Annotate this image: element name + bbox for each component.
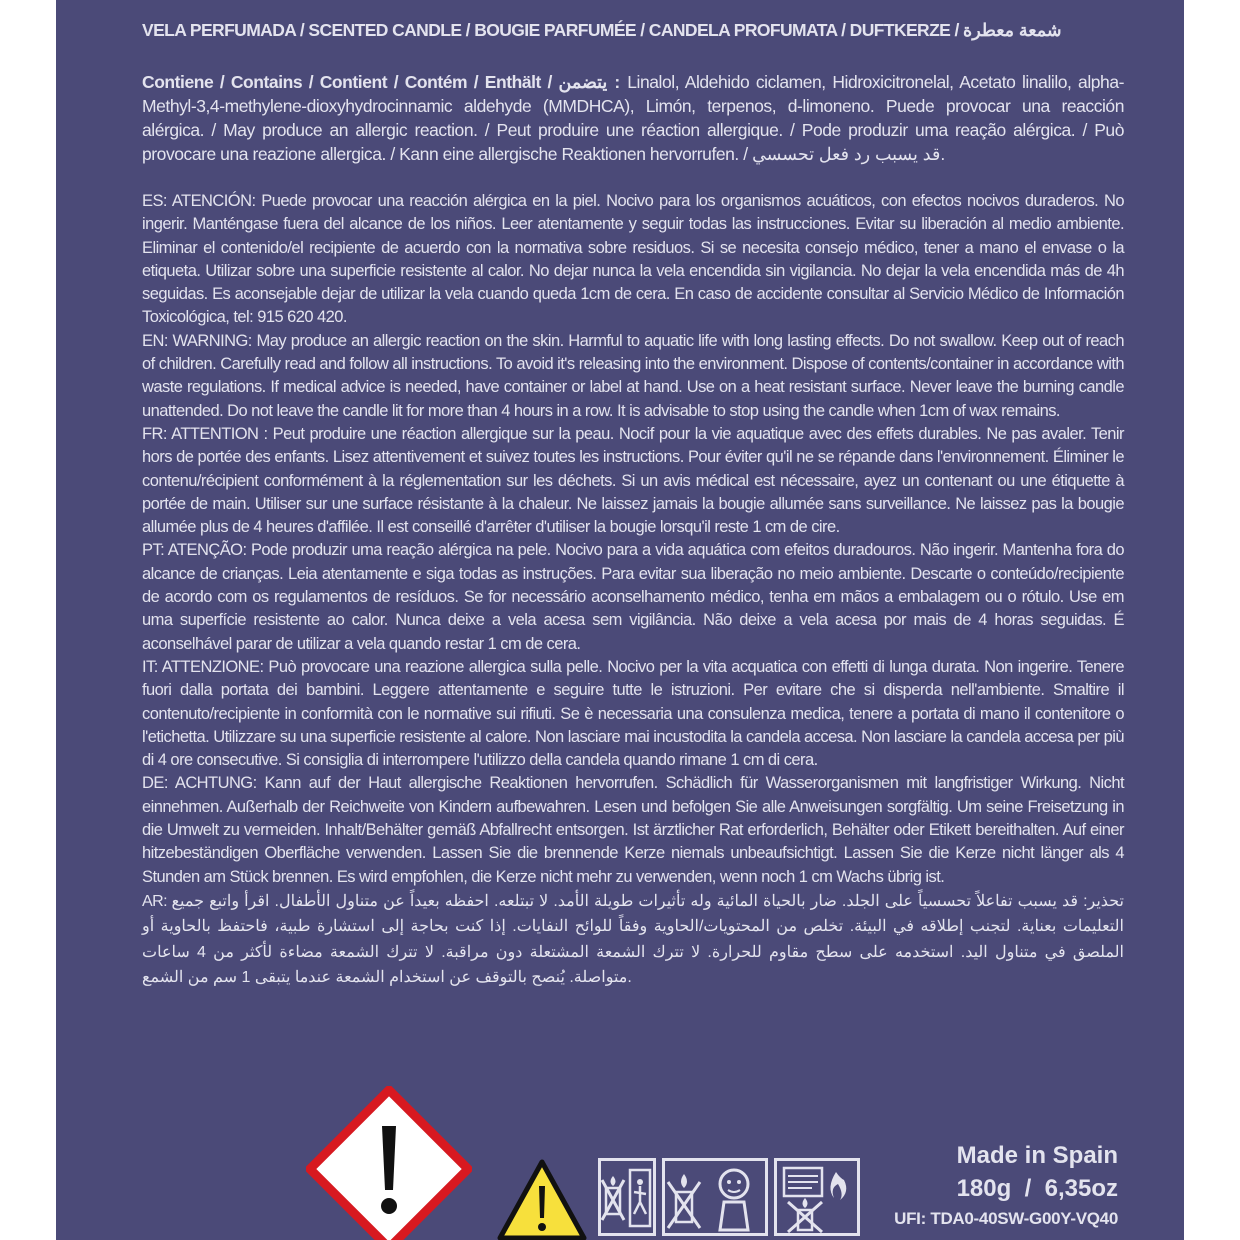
warnings-block xyxy=(142,190,1124,991)
candle-keep-away-from-children-icon xyxy=(662,1158,768,1236)
general-warning-triangle-icon xyxy=(496,1158,588,1240)
warning-es: ES: ATENCIÓN: Puede provocar una reacción alérgica en la piel. Nocivo para los organismos acuáticos, con efectos nocivos duraderos. No ingerir. Manténgase fuera del alcance de los niños. Leer atentamente y seguir todas las instrucciones. Evitar su liberación al medio ambiente. Eliminar el contenido/el recipiente de acuerdo con la normativa sobre residuos. Si se necesita consejo médico, tener a mano el envase o la etiqueta. Utilizar sobre una superficie resistente al calor. No dejar nunca la vela encendida sin vigilancia. No dejar la vela encendida más de 4h seguidas. Es aconsejable dejar de utilizar la vela cuando queda 1cm de cera. En caso de accidente consultar al Servicio Médico de Información Toxicológica, tel: 915 620 420. xyxy=(142,192,1124,327)
candle-away-from-door-icon xyxy=(598,1158,656,1236)
warning-de: DE: ACHTUNG: Kann auf der Haut allergische Reaktionen hervorrufen. Schädlich für Wasserorganismen mit langfristiger Wirkung. Nicht einnehmen. Außerhalb der Reichweite von Kindern aufbewahren. Lesen und befolgen Sie alle Anweisungen sorgfältig. Um seine Freisetzung in die Umwelt zu vermeiden. Inhalt/Behälter gemäß Abfallrecht entsorgen. Ist ärztlicher Rat erforderlich, Behälter oder Etikett bereithalten. Auf einer hitzebeständigen Oberfläche verwenden. Lassen Sie die brennende Kerze niemals unbeaufsichtigt. Lassen Sie die Kerze nicht länger als 4 Stunden am Stück brennen. Es wird empfohlen, die Kerze nicht mehr zu verwenden, wenn noch 1 cm Wachs übrig ist. xyxy=(142,774,1124,886)
warning-ar: AR: تحذير: قد يسبب تفاعلاً تحسسياً على الجلد. ضار بالحياة المائية وله تأثيرات طويلة الأمد. لا تبتلعه. احفظه بعيداً عن متناول الأطفال. اقرأ واتبع جميع التعليمات بعناية. لتجنب إطلاقه في البيئة. تخلص من المحتويات/الحاوية وفقاً للوائح النفايات. إذا كنت بحاجة إلى استشارة طبية، فاحتفظ بالحاوية أو الملصق في متناول اليد. استخدمه على سطح مقاوم للحرارة. لا تترك الشمعة المشتعلة دون مراقبة. لا تترك الشمعة مضاءة لأكثر من 4 ساعات متواصلة. يُنصح بالتوقف عن استخدام الشمعة عندما يتبقى 1 سم من الشمع. xyxy=(142,892,1124,987)
contains-body: Linalol, Aldehido ciclamen, Hidroxicitronelal, Acetato linalilo, alpha-Methyl-3,4-methylene-dioxyhydrocinnamic aldehyde (MMDHCA), Limón, terpenos, d-limoneno. Puede provocar una reacción alérgica. / May produce an allergic reaction. / Peut produire une réaction allergique. / Pode produzir uma reação alérgica. / Può provocare una reazione allergica. / Kann eine allergische Reaktionen hervorrufen. / قد يسبب رد فعل تحسسي. xyxy=(142,72,1124,164)
candle-away-from-flammables-icon xyxy=(774,1158,860,1236)
warning-pt: PT: ATENÇÃO: Pode produzir uma reação alérgica na pele. Nocivo para a vida aquática com efeitos duradouros. Não ingerir. Mantenha fora do alcance de crianças. Leia atentamente e siga todas as instruções. Para evitar sua liberação no meio ambiente. Descarte o conteúdo/recipiente de acordo com os regulamentos de resíduos. Se for necessário aconselhamento médico, tenha em mãos a embalagem ou o rótulo. Use em uma superfície resistente ao calor. Nunca deixe a vela acesa sem vigilância. Não deixe a vela acesa por mais de 4 horas seguidas. É aconselhável parar de utilizar a vela quando restar 1 cm de cera. xyxy=(142,541,1124,653)
ufi-code: UFI: TDA0-40SW-G00Y-VQ40 xyxy=(894,1209,1118,1228)
warning-fr: FR: ATTENTION : Peut produire une réaction allergique sur la peau. Nocif pour la vie aquatique avec des effets durables. Ne pas avaler. Tenir hors de portée des enfants. Lisez attentivement et suivez toutes les instructions. Pour éviter qu'il ne se répande dans l'environnement. Éliminer le contenu/récipient conformément à la réglementation sur les déchets. Si un avis médical est nécessaire, ayez un contenant ou une étiquette à portée de main. Utiliser sur une surface résistante à la chaleur. Ne laissez jamais la bougie allumée sans surveillance. Ne laissez pas la bougie allumée plus de 4 heures d'affilée. Il est conseillé d'arrêter d'utiliser la bougie lorsqu'il reste 1 cm de cire. xyxy=(142,424,1124,537)
ingredients-block xyxy=(142,70,1124,166)
made-in-text: Made in Spain xyxy=(956,1142,1118,1169)
warning-en: EN: WARNING: May produce an allergic reaction on the skin. Harmful to aquatic life with long lasting effects. Do not swallow. Keep out of reach of children. Carefully read and follow all instructions. To avoid it's releasing into the environment. Dispose of contents/container in accordance with waste regulations. If medical advice is needed, have container or label at hand. Use on a heat resistant surface. Never leave the burning candle unattended. Do not leave the candle lit for more than 4 hours in a row. It is advisable to stop using the candle when 1cm of wax remains. xyxy=(142,331,1124,420)
contains-heading: Contiene / Contains / Contient / Contém / Enthält / يتضمن : xyxy=(142,72,621,92)
weight-text: 180g / 6,35oz xyxy=(956,1175,1118,1202)
ghs-exclamation-hazard-icon xyxy=(306,1086,472,1240)
label-title: VELA PERFUMADA / SCENTED CANDLE / BOUGIE PARFUMÉE / CANDELA PROFUMATA / DUFTKERZE / شمعة معطرة xyxy=(142,20,1062,40)
candle-label-panel xyxy=(56,0,1184,1240)
warning-it: IT: ATTENZIONE: Può provocare una reazione allergica sulla pelle. Nocivo per la vita acquatica con effetti di lunga durata. Non ingerire. Tenere fuori dalla portata dei bambini. Leggere attentamente e seguire tutte le istruzioni. Per evitare che si disperda nell'ambiente. Smaltire il contenuto/recipiente in conformità con le normative sui rifiuti. Se è necessaria una consulenza medica, tenere a portata di mano il contenitore o l'etichetta. Utilizzare su una superficie resistente al calore. Non lasciare mai incustodita la candela accesa. Non lasciare la candela accesa per più di 4 ore consecutive. Si consiglia di interrompere l'utilizzo della candela quando rimane 1 cm di cera. xyxy=(142,657,1124,770)
origin-weight-block xyxy=(894,1140,1118,1232)
